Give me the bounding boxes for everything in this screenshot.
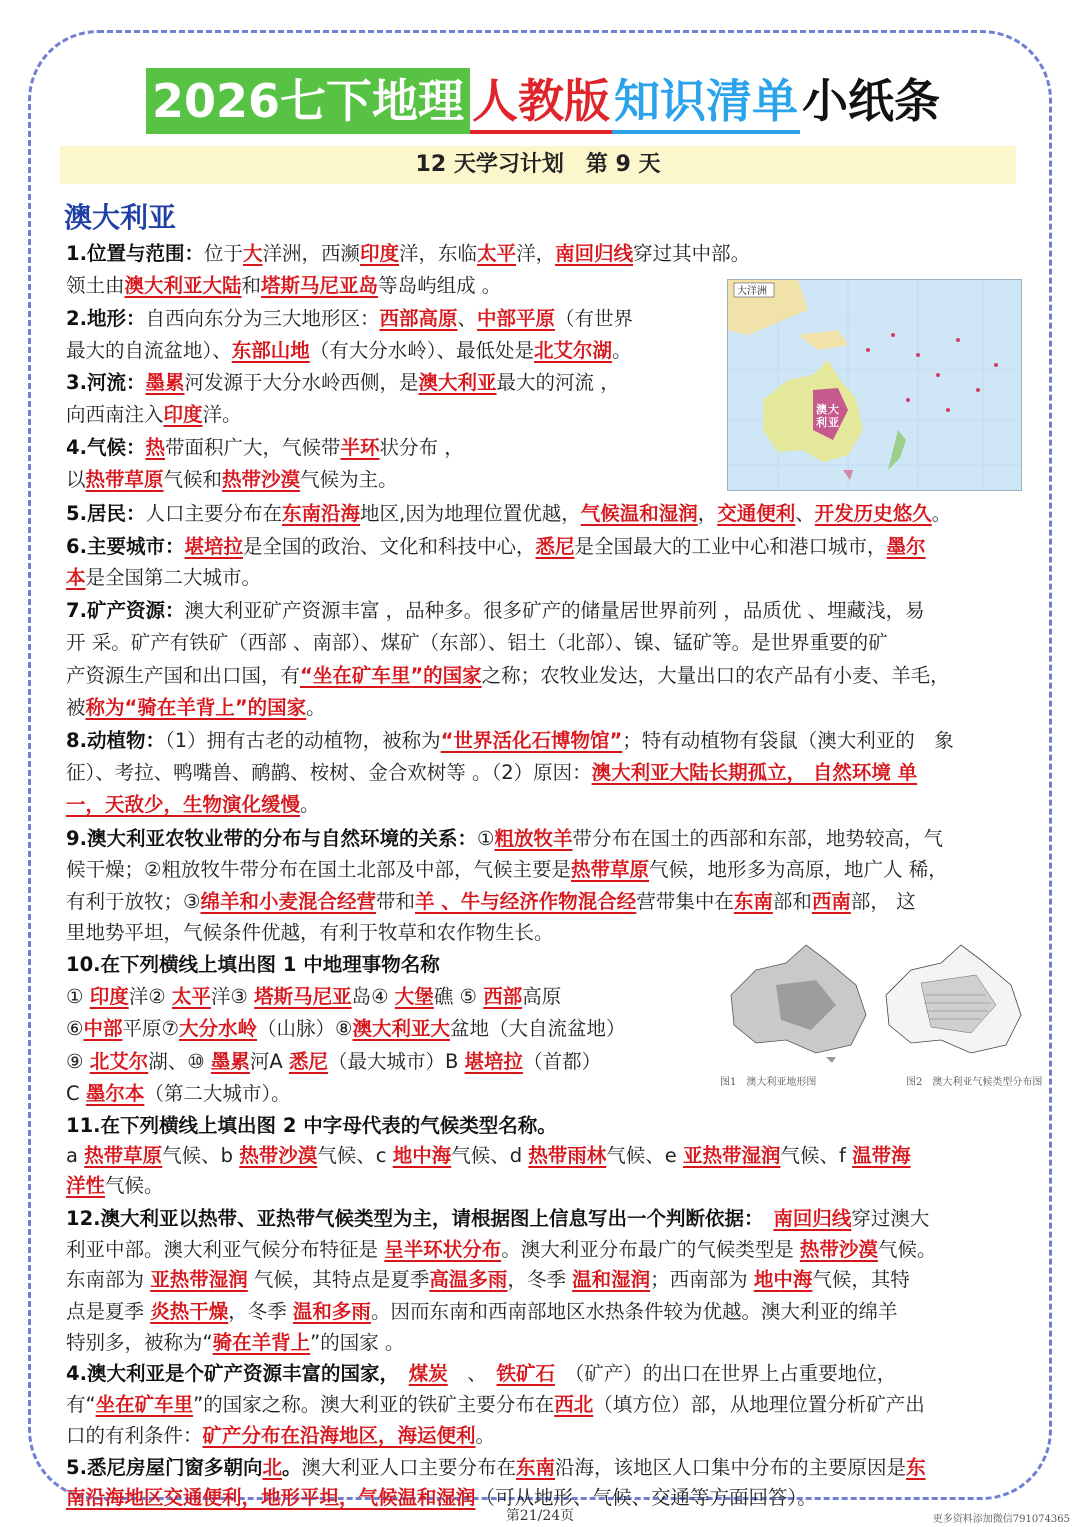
body-text: ，冬季: [228, 1300, 293, 1323]
body-text: 穿过其中部。: [633, 242, 751, 265]
text-line: [66, 1298, 897, 1326]
answer-text: 东南: [516, 1456, 556, 1479]
body-text: ①: [476, 827, 495, 850]
answer-text: 称为“骑在羊背上”的国家: [85, 696, 307, 719]
answer-text: 交通便利: [717, 502, 796, 525]
text-line: [66, 1112, 557, 1140]
text-line: [66, 1015, 626, 1043]
page-title: [146, 68, 942, 134]
text-line: [66, 825, 943, 853]
answer-text: 热带草原: [570, 858, 649, 881]
body-text: （矿产）的出口在世界上占重要地位，: [555, 1362, 897, 1385]
text-line: [66, 629, 888, 657]
map1-label-3: 利: [816, 416, 827, 429]
item-heading: 。: [282, 1456, 302, 1479]
body-text: 气候，其特点是夏季: [247, 1268, 430, 1291]
body-text: （有世界: [555, 307, 634, 330]
text-line: [66, 1080, 291, 1108]
answer-text: 洋性: [66, 1174, 106, 1197]
answer-text: 呈半环状分布: [384, 1238, 502, 1261]
answer-text: 大堡: [394, 985, 434, 1008]
body-text: ；特有动植物有袋鼠（澳大利亚的 象: [622, 729, 954, 752]
body-text: 气候、e: [606, 1144, 683, 1167]
body-text: 岛④: [351, 985, 395, 1008]
body-text: 沿海，该地区人口集中分布的主要原因是: [555, 1456, 907, 1479]
body-text: 高原: [522, 985, 562, 1008]
answer-text: 东部山地: [231, 339, 310, 362]
text-line: [66, 727, 954, 755]
answer-text: 热带雨林: [528, 1144, 607, 1167]
body-text: 洋，东临: [399, 242, 478, 265]
body-text: 是全国最大的工业中心和港口城市，: [574, 535, 887, 558]
item-heading: 5.悉尼房屋门窗多朝向: [66, 1456, 263, 1479]
answer-text: 北艾尔湖: [534, 339, 613, 362]
body-text: ”的国家 。: [310, 1331, 405, 1354]
body-text: 有“: [66, 1393, 96, 1416]
title-part-year: 2026七下地理: [146, 68, 470, 134]
body-text: 盆地（大自流盆地）: [450, 1017, 626, 1040]
answer-text: 大: [243, 242, 263, 265]
text-line: [66, 500, 951, 528]
body-text: 是全国第二大城市。: [85, 566, 262, 589]
answer-text: 羊 、牛与经济作物混合经: [415, 890, 637, 913]
map1-title: 大洋洲: [737, 286, 767, 297]
body-text: 气候，地形多为高原，地广人 稀，: [649, 858, 948, 881]
answer-text: 东: [906, 1456, 926, 1479]
body-text: 被: [66, 696, 86, 719]
answer-text: 热: [145, 436, 165, 459]
text-line: [66, 533, 926, 561]
body-text: 产资源生产国和出口国，有: [66, 664, 301, 687]
answer-text: 西北: [554, 1393, 594, 1416]
body-text: 带分布在国土的西部和东部，地势较高，气: [572, 827, 943, 850]
answer-text: 堪培拉: [184, 535, 243, 558]
body-text: ①: [66, 985, 90, 1008]
body-text: 里地势平坦，气候条件优越，有利于牧草和农作物生长。: [66, 921, 554, 944]
answer-text: 墨尔: [886, 535, 926, 558]
text-line: [66, 1236, 936, 1264]
body-text: 气候、b: [162, 1144, 240, 1167]
answer-text: 矿产分布在沿海地区，海运便利: [202, 1424, 476, 1447]
body-text: [389, 1362, 409, 1385]
text-line: [66, 1360, 896, 1388]
body-text: 候干燥；②粗放牧牛带分布在国土北部及中部，气候主要是: [66, 858, 571, 881]
text-line: [66, 759, 917, 787]
body-text: 和: [241, 274, 262, 297]
item-heading: 12.澳大利亚以热带、亚热带气候类型为主，请根据图上信息写出一个判断依据：: [66, 1207, 754, 1230]
answer-text: 半环: [340, 436, 380, 459]
text-line: [66, 888, 916, 916]
answer-text: 本: [66, 566, 86, 589]
body-text: 。澳大利亚分布最广的气候类型是: [501, 1238, 800, 1261]
answer-text: 地中海: [392, 1144, 452, 1167]
body-text: （可从地形、气候、交通等方面回答）。: [475, 1486, 817, 1509]
answer-text: 北艾尔: [89, 1050, 149, 1073]
answer-text: 热带沙漠: [799, 1238, 878, 1261]
answer-text: 印度: [163, 403, 203, 426]
body-text: 气候、d: [451, 1144, 529, 1167]
body-text: ⑨: [66, 1050, 90, 1073]
answer-text: 热带沙漠: [239, 1144, 318, 1167]
body-text: 自西向东分为三大地形区：: [145, 307, 380, 330]
answer-text: 铁矿石: [496, 1362, 556, 1385]
answer-text: 中部平原: [477, 307, 556, 330]
item-heading: 3.河流：: [66, 371, 146, 394]
text-line: [66, 1391, 925, 1419]
australia-maps-figure: [716, 935, 1043, 1095]
oceania-map: [727, 279, 1022, 491]
body-text: （第二大城市）。: [144, 1082, 291, 1105]
answer-text: 坐在矿车里: [95, 1393, 194, 1416]
answer-text: 澳大利亚: [418, 371, 497, 394]
page-number: 第21/24页: [505, 1508, 575, 1524]
body-text: ；西南部为: [650, 1268, 754, 1291]
body-text: 东南部为: [66, 1268, 151, 1291]
answer-text: 温和湿润: [572, 1268, 651, 1291]
text-line: [66, 337, 632, 365]
answer-text: 一，天敌少，生物演化缓慢: [66, 793, 301, 816]
map1-label-4: 亚: [828, 416, 839, 429]
text-line: [66, 1266, 910, 1294]
body-text: 向西南注入: [66, 403, 164, 426]
body-text: 气候为主。: [300, 468, 398, 491]
body-text: 以: [66, 468, 86, 491]
text-line: [66, 856, 948, 884]
body-text: 部， 这: [850, 890, 916, 913]
answer-text: 堪培拉: [464, 1050, 524, 1073]
body-text: 穿过澳大: [851, 1207, 930, 1230]
text-line: [66, 564, 261, 592]
text-line: [66, 434, 464, 462]
answer-text: 墨累: [145, 371, 185, 394]
answer-text: 南回归线: [773, 1207, 852, 1230]
body-text: ，: [697, 502, 718, 525]
answer-text: 煤炭: [408, 1362, 448, 1385]
answer-text: 骑在羊背上: [212, 1331, 311, 1354]
body-text: 澳大利亚矿产资源丰富 ，品种多。很多矿产的储量居世界前列 ，品质优 、埋藏浅，易: [184, 599, 925, 622]
body-text: 洋。: [202, 403, 242, 426]
item-heading: 4.气候：: [66, 436, 146, 459]
body-text: 点是夏季: [66, 1300, 151, 1323]
body-text: 特别多，被称为“: [66, 1331, 213, 1354]
body-text: 最大的河流 ，: [496, 371, 620, 394]
body-text: 。因而东南和西南部地区水热条件较为优越。澳大利亚的绵羊: [370, 1300, 898, 1323]
body-text: 营带集中在: [636, 890, 734, 913]
text-line: [66, 305, 633, 333]
answer-text: 气候温和湿润: [580, 502, 698, 525]
body-text: （最大城市）B: [327, 1050, 465, 1073]
answer-text: 温带海: [852, 1144, 911, 1167]
text-line: [66, 1172, 164, 1200]
section-heading: 澳大利亚: [64, 201, 177, 234]
body-text: 利亚中部。澳大利亚气候分布特征是: [66, 1238, 385, 1261]
body-text: （首都）: [523, 1050, 602, 1073]
body-text: 位于: [203, 242, 243, 265]
text-line: [66, 1422, 495, 1450]
body-text: 澳大利亚人口主要分布在: [301, 1456, 517, 1479]
answer-text: 塔斯马尼亚岛: [261, 274, 379, 297]
item-heading: 4.澳大利亚是个矿产资源丰富的国家，: [66, 1362, 390, 1385]
body-text: 。: [300, 793, 320, 816]
body-text: 带和: [376, 890, 416, 913]
body-text: 状分布 ，: [379, 436, 464, 459]
body-text: 。: [612, 339, 632, 362]
body-text: 带面积广大，气候带: [165, 436, 341, 459]
body-text: 礁 ⑤: [433, 985, 484, 1008]
body-text: 人口主要分布在: [145, 502, 282, 525]
answer-text: 地中海: [753, 1268, 813, 1291]
body-text: [754, 1207, 774, 1230]
body-text: 气候和: [163, 468, 223, 491]
item-heading: 5.居民：: [66, 502, 146, 525]
answer-text: 高温多雨: [429, 1268, 508, 1291]
body-text: 等岛屿组成 。: [378, 274, 502, 297]
text-line: [66, 466, 398, 494]
body-text: 口的有利条件：: [66, 1424, 203, 1447]
body-text: 有利于放牧；③: [66, 890, 201, 913]
answer-text: 澳大利亚大: [352, 1017, 450, 1040]
answer-text: 印度: [89, 985, 129, 1008]
study-plan-banner: 12 天学习计划 第 9 天: [60, 146, 1016, 184]
body-text: 气候，其特: [812, 1268, 910, 1291]
text-line: [66, 240, 750, 268]
text-line: [66, 951, 440, 979]
answer-text: 北: [262, 1456, 282, 1479]
body-text: a: [66, 1144, 85, 1167]
text-line: [66, 1048, 601, 1076]
answer-text: 太平: [171, 985, 211, 1008]
answer-text: 热带草原: [85, 468, 164, 491]
body-text: 河发源于大分水岭西侧，是: [184, 371, 419, 394]
body-text: （山脉）⑧: [257, 1017, 353, 1040]
text-line: [66, 1205, 929, 1233]
answer-text: 粗放牧羊: [494, 827, 573, 850]
body-text: 最大的自流盆地）、: [66, 339, 232, 362]
map1-label-1: 澳: [816, 403, 827, 416]
body-text: 、: [795, 502, 815, 525]
body-text: （有大分水岭）、最低处是: [309, 339, 535, 362]
body-text: 气候。: [877, 1238, 937, 1261]
body-text: 征）、考拉、鸭嘴兽、鸸鹋、桉树、金合欢树等 。（2）原因：: [66, 761, 592, 784]
text-line: [66, 369, 620, 397]
item-heading: 7.矿产资源：: [66, 599, 185, 622]
text-line: [66, 1329, 404, 1357]
answer-text: 悉尼: [535, 535, 575, 558]
item-heading: 10.在下列横线上填出图 1 中地理事物名称: [66, 953, 440, 976]
body-text: 洋②: [128, 985, 172, 1008]
answer-text: 大分水岭: [178, 1017, 257, 1040]
body-text: （1）拥有古老的动植物，被称为: [164, 729, 441, 752]
item-heading: 1.位置与范围：: [66, 242, 204, 265]
answer-text: 印度: [360, 242, 400, 265]
body-text: ⑥: [66, 1017, 84, 1040]
answer-text: 西南: [811, 890, 851, 913]
answer-text: 热带草原: [84, 1144, 163, 1167]
body-text: 。: [306, 696, 326, 719]
answer-text: 温和多雨: [292, 1300, 371, 1323]
answer-text: 太平: [477, 242, 517, 265]
title-part-note: 小纸条: [802, 74, 941, 128]
answer-text: 亚热带湿润: [683, 1144, 781, 1167]
answer-text: “坐在矿车里”的国家: [300, 664, 482, 687]
figure1-caption: 图1 澳大利亚地形图: [720, 1077, 817, 1088]
text-line: [66, 272, 501, 300]
body-text: 领土由: [66, 274, 125, 297]
answer-text: 南沿海地区交通便利，地形平坦，气候温和湿润: [66, 1486, 476, 1509]
title-part-knowledge: 知识清单: [612, 68, 800, 134]
figure2-caption: 图2 澳大利亚气候类型分布图: [906, 1077, 1043, 1088]
body-text: 。: [931, 502, 952, 525]
answer-text: 悉尼: [288, 1050, 328, 1073]
answer-text: 绵羊和小麦混合经营: [200, 890, 376, 913]
answer-text: 亚热带湿润: [150, 1268, 248, 1291]
body-text: 、: [447, 1362, 497, 1385]
text-line: [66, 662, 950, 690]
text-line: [66, 1142, 911, 1170]
title-part-edition: 人教版: [470, 68, 612, 134]
answer-text: 墨累: [210, 1050, 250, 1073]
body-text: 平原⑦: [122, 1017, 179, 1040]
answer-text: 东南沿海: [282, 502, 361, 525]
answer-text: 热带沙漠: [222, 468, 301, 491]
body-text: 气候。: [105, 1174, 164, 1197]
body-text: 部和: [772, 890, 812, 913]
text-line: [66, 791, 320, 819]
text-line: [66, 401, 242, 429]
answer-text: 开发历史悠久: [814, 502, 932, 525]
body-text: 洋③: [210, 985, 255, 1008]
text-line: [66, 1454, 926, 1482]
body-text: 气候、c: [317, 1144, 393, 1167]
item-heading: 2.地形：: [66, 307, 146, 330]
text-line: [66, 597, 925, 625]
item-heading: 8.动植物：: [66, 729, 165, 752]
text-line: [66, 983, 561, 1011]
footer-note: 更多资料添加微信791074365: [932, 1514, 1070, 1525]
answer-text: 东南: [733, 890, 773, 913]
answer-text: 西部: [483, 985, 523, 1008]
answer-text: 南回归线: [555, 242, 634, 265]
body-text: ，冬季: [507, 1268, 573, 1291]
body-text: ”的国家之称。澳大利亚的铁矿主要分布在: [193, 1393, 555, 1416]
item-heading: 11.在下列横线上填出图 2 中字母代表的气候类型名称。: [66, 1114, 557, 1137]
text-line: [66, 919, 554, 947]
body-text: 河A: [249, 1050, 289, 1073]
text-line: [66, 694, 326, 722]
body-text: 气候、f: [780, 1144, 853, 1167]
body-text: 之称；农牧业发达，大量出口的农产品有小麦、羊毛，: [481, 664, 950, 687]
body-text: （填方位）部，从地理位置分析矿产出: [593, 1393, 925, 1416]
answer-text: 中部: [83, 1017, 123, 1040]
body-text: 是全国的政治、文化和科技中心，: [243, 535, 536, 558]
body-text: 开 采。矿产有铁矿（西部 、南部）、煤矿（东部）、铝土（北部）、镍、锰矿等。是世界重要的矿: [66, 631, 888, 654]
body-text: 湖、⑩: [148, 1050, 211, 1073]
map1-label-2: 大: [828, 403, 839, 416]
item-heading: 6.主要城市：: [66, 535, 185, 558]
australia-maps-svg: [716, 935, 1038, 1065]
body-text: 洋洲，西濒: [262, 242, 361, 265]
body-text: 洋，: [516, 242, 556, 265]
answer-text: “世界活化石博物馆”: [440, 729, 623, 752]
answer-text: 塔斯马尼亚: [254, 985, 352, 1008]
body-text: 地区,因为地理位置优越，: [360, 502, 581, 525]
answer-text: 西部高原: [379, 307, 458, 330]
answer-text: 澳大利亚大陆长期孤立， 自然环境 单: [591, 761, 918, 784]
body-text: 、: [457, 307, 478, 330]
body-text: 。: [475, 1424, 496, 1447]
answer-text: 澳大利亚大陆: [124, 274, 242, 297]
body-text: C: [66, 1082, 86, 1105]
answer-text: 墨尔本: [85, 1082, 145, 1105]
answer-text: 炎热干燥: [150, 1300, 229, 1323]
item-heading: 9.澳大利亚农牧业带的分布与自然环境的关系：: [66, 827, 477, 850]
